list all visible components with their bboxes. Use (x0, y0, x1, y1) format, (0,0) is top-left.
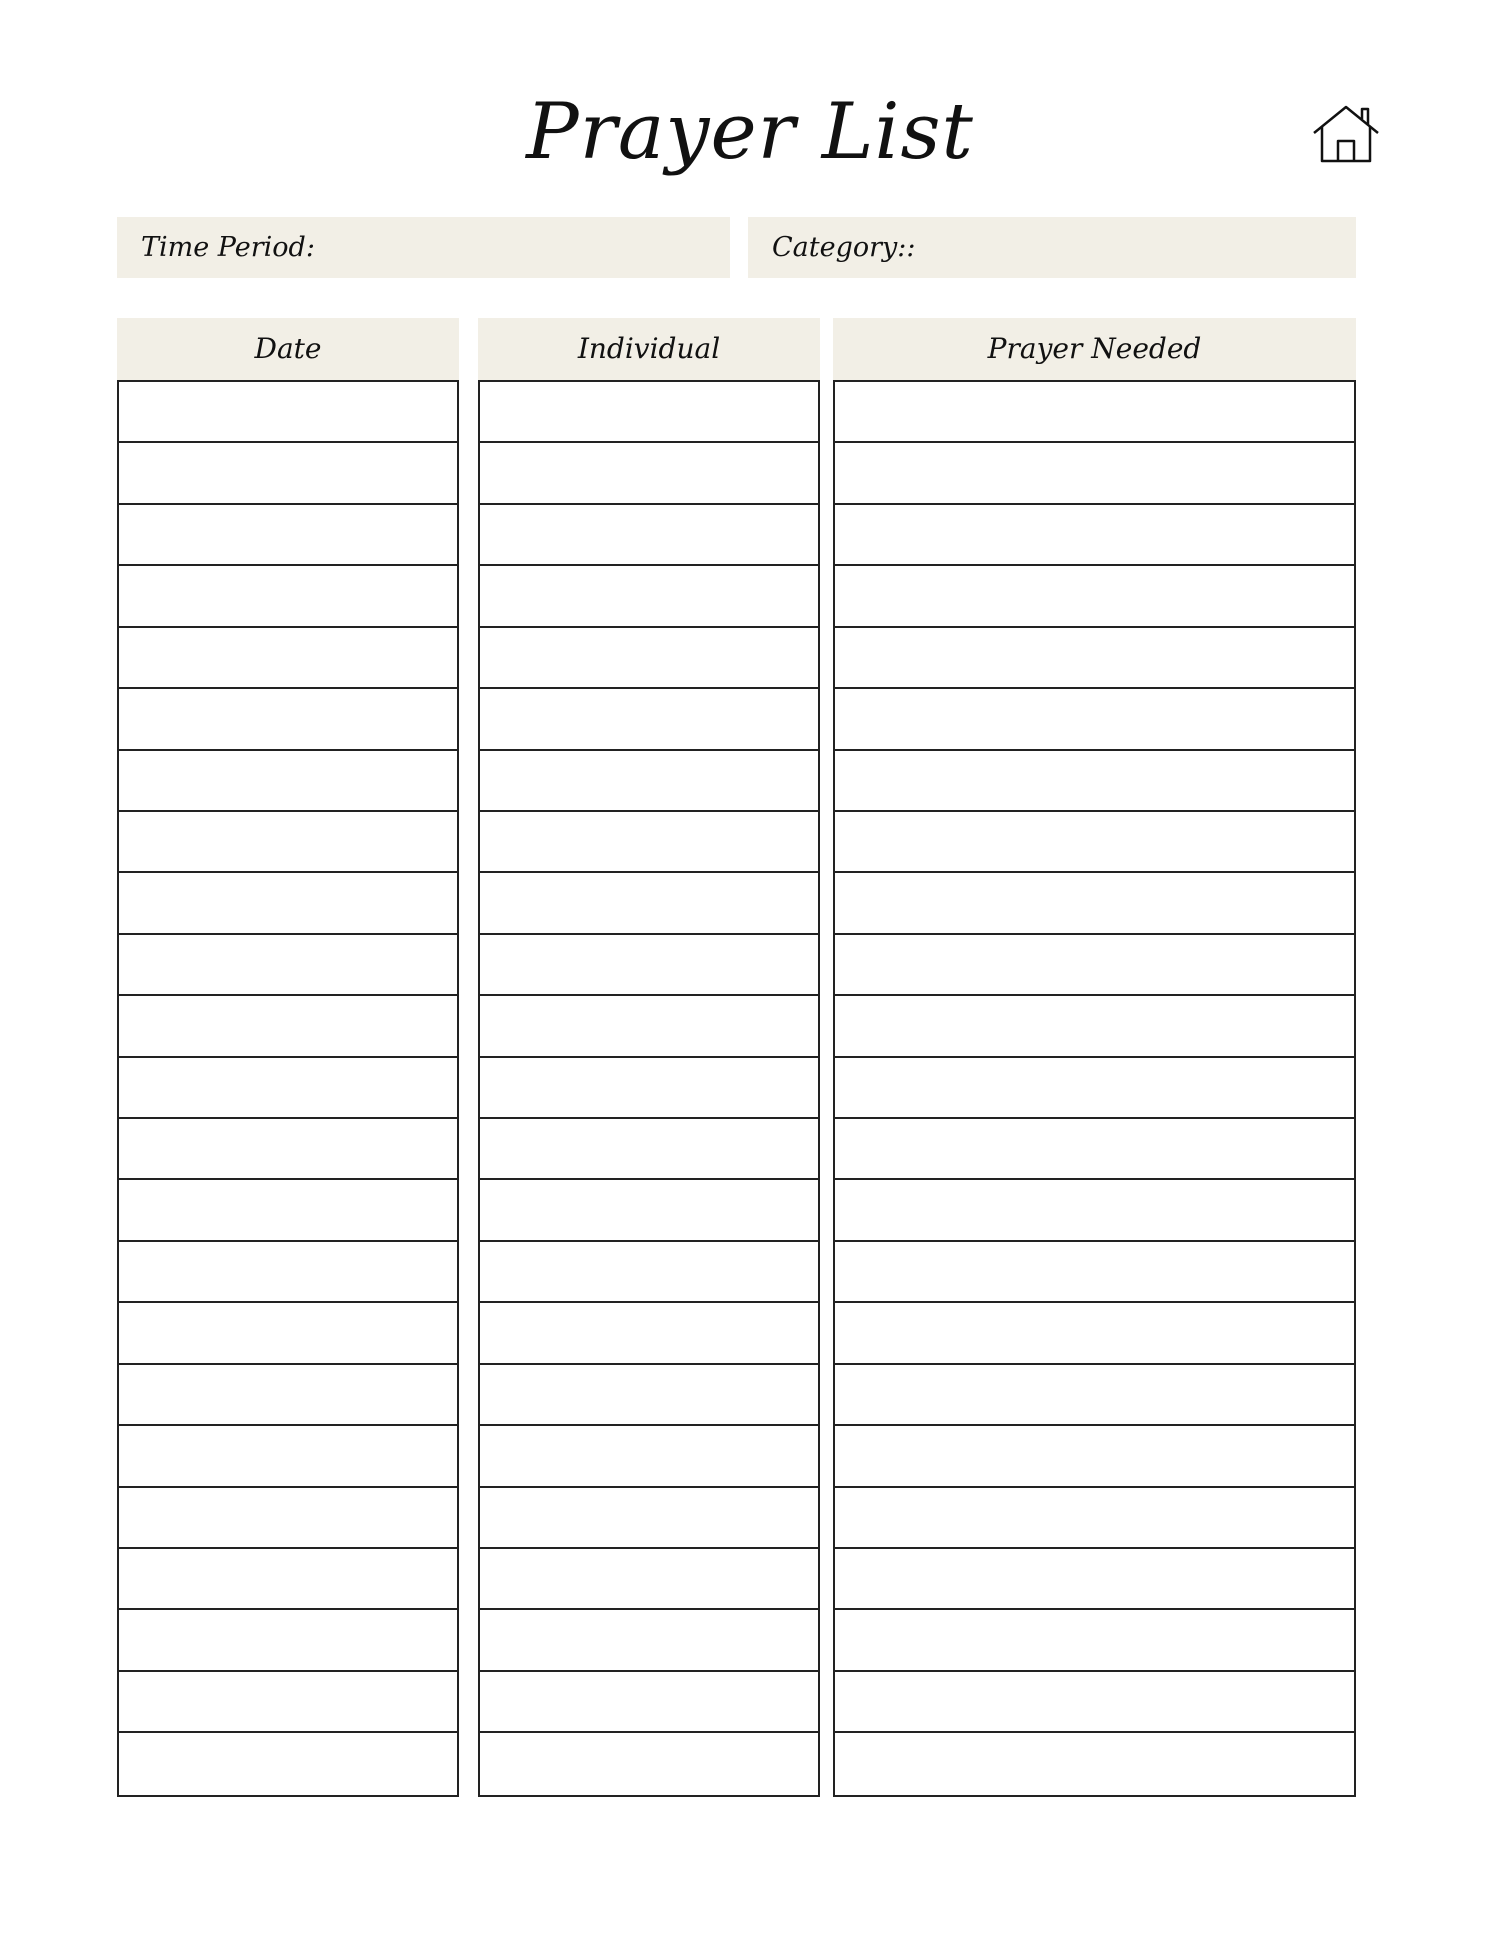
prayer-needed-entry-cell[interactable] (835, 1610, 1354, 1671)
individual-entry-cell[interactable] (480, 1610, 818, 1671)
date-entry-cell[interactable] (119, 1242, 457, 1303)
prayer-needed-entry-cell[interactable] (835, 873, 1354, 934)
date-entry-cell[interactable] (119, 1365, 457, 1426)
prayer-needed-entry-cell[interactable] (835, 1488, 1354, 1549)
prayer-needed-entry-cell[interactable] (835, 1303, 1354, 1364)
individual-entry-cell[interactable] (480, 1672, 818, 1733)
individual-column-header: Individual (478, 318, 820, 380)
individual-entry-cell[interactable] (480, 628, 818, 689)
individual-rows (478, 380, 820, 1797)
date-entry-cell[interactable] (119, 873, 457, 934)
date-column (117, 318, 459, 1797)
prayer-needed-column (833, 318, 1356, 1797)
prayer-needed-entry-cell[interactable] (835, 751, 1354, 812)
individual-entry-cell[interactable] (480, 1488, 818, 1549)
date-column-header: Date (117, 318, 459, 380)
time-period-field[interactable] (117, 217, 730, 278)
individual-entry-cell[interactable] (480, 873, 818, 934)
prayer-needed-entry-cell[interactable] (835, 1119, 1354, 1180)
date-entry-cell[interactable] (119, 996, 457, 1057)
prayer-needed-entry-cell[interactable] (835, 689, 1354, 750)
date-entry-cell[interactable] (119, 628, 457, 689)
prayer-needed-entry-cell[interactable] (835, 1549, 1354, 1610)
date-entry-cell[interactable] (119, 689, 457, 750)
date-entry-cell[interactable] (119, 1119, 457, 1180)
prayer-needed-column-header: Prayer Needed (833, 318, 1356, 380)
individual-entry-cell[interactable] (480, 1733, 818, 1794)
date-entry-cell[interactable] (119, 1488, 457, 1549)
date-entry-cell[interactable] (119, 382, 457, 443)
date-entry-cell[interactable] (119, 1426, 457, 1487)
individual-entry-cell[interactable] (480, 382, 818, 443)
prayer-needed-entry-cell[interactable] (835, 996, 1354, 1057)
prayer-needed-entry-cell[interactable] (835, 628, 1354, 689)
prayer-needed-entry-cell[interactable] (835, 1242, 1354, 1303)
date-entry-cell[interactable] (119, 1180, 457, 1241)
prayer-needed-entry-cell[interactable] (835, 443, 1354, 504)
prayer-needed-entry-cell[interactable] (835, 566, 1354, 627)
individual-entry-cell[interactable] (480, 1180, 818, 1241)
individual-entry-cell[interactable] (480, 1058, 818, 1119)
individual-entry-cell[interactable] (480, 1119, 818, 1180)
date-entry-cell[interactable] (119, 505, 457, 566)
category-label: Category:: (772, 232, 916, 263)
prayer-needed-entry-cell[interactable] (835, 1733, 1354, 1794)
date-entry-cell[interactable] (119, 1610, 457, 1671)
prayer-needed-entry-cell[interactable] (835, 505, 1354, 566)
home-icon (1310, 103, 1382, 165)
individual-entry-cell[interactable] (480, 751, 818, 812)
date-entry-cell[interactable] (119, 1058, 457, 1119)
prayer-needed-entry-cell[interactable] (835, 382, 1354, 443)
time-period-label: Time Period: (141, 232, 315, 263)
individual-column (478, 318, 820, 1797)
category-field[interactable] (748, 217, 1356, 278)
individual-entry-cell[interactable] (480, 1303, 818, 1364)
individual-entry-cell[interactable] (480, 505, 818, 566)
date-entry-cell[interactable] (119, 1733, 457, 1794)
prayer-needed-rows (833, 380, 1356, 1797)
date-entry-cell[interactable] (119, 751, 457, 812)
individual-entry-cell[interactable] (480, 566, 818, 627)
individual-entry-cell[interactable] (480, 1426, 818, 1487)
date-entry-cell[interactable] (119, 566, 457, 627)
prayer-needed-entry-cell[interactable] (835, 1180, 1354, 1241)
prayer-needed-entry-cell[interactable] (835, 935, 1354, 996)
date-entry-cell[interactable] (119, 443, 457, 504)
date-entry-cell[interactable] (119, 1303, 457, 1364)
date-entry-cell[interactable] (119, 812, 457, 873)
individual-entry-cell[interactable] (480, 1549, 818, 1610)
individual-entry-cell[interactable] (480, 443, 818, 504)
date-entry-cell[interactable] (119, 1549, 457, 1610)
individual-entry-cell[interactable] (480, 1242, 818, 1303)
prayer-needed-entry-cell[interactable] (835, 812, 1354, 873)
date-rows (117, 380, 459, 1797)
prayer-needed-entry-cell[interactable] (835, 1058, 1354, 1119)
date-entry-cell[interactable] (119, 1672, 457, 1733)
individual-entry-cell[interactable] (480, 1365, 818, 1426)
date-entry-cell[interactable] (119, 935, 457, 996)
individual-entry-cell[interactable] (480, 935, 818, 996)
page-title: Prayer List (526, 87, 974, 177)
prayer-needed-entry-cell[interactable] (835, 1672, 1354, 1733)
prayer-needed-entry-cell[interactable] (835, 1426, 1354, 1487)
prayer-needed-entry-cell[interactable] (835, 1365, 1354, 1426)
individual-entry-cell[interactable] (480, 812, 818, 873)
individual-entry-cell[interactable] (480, 689, 818, 750)
individual-entry-cell[interactable] (480, 996, 818, 1057)
